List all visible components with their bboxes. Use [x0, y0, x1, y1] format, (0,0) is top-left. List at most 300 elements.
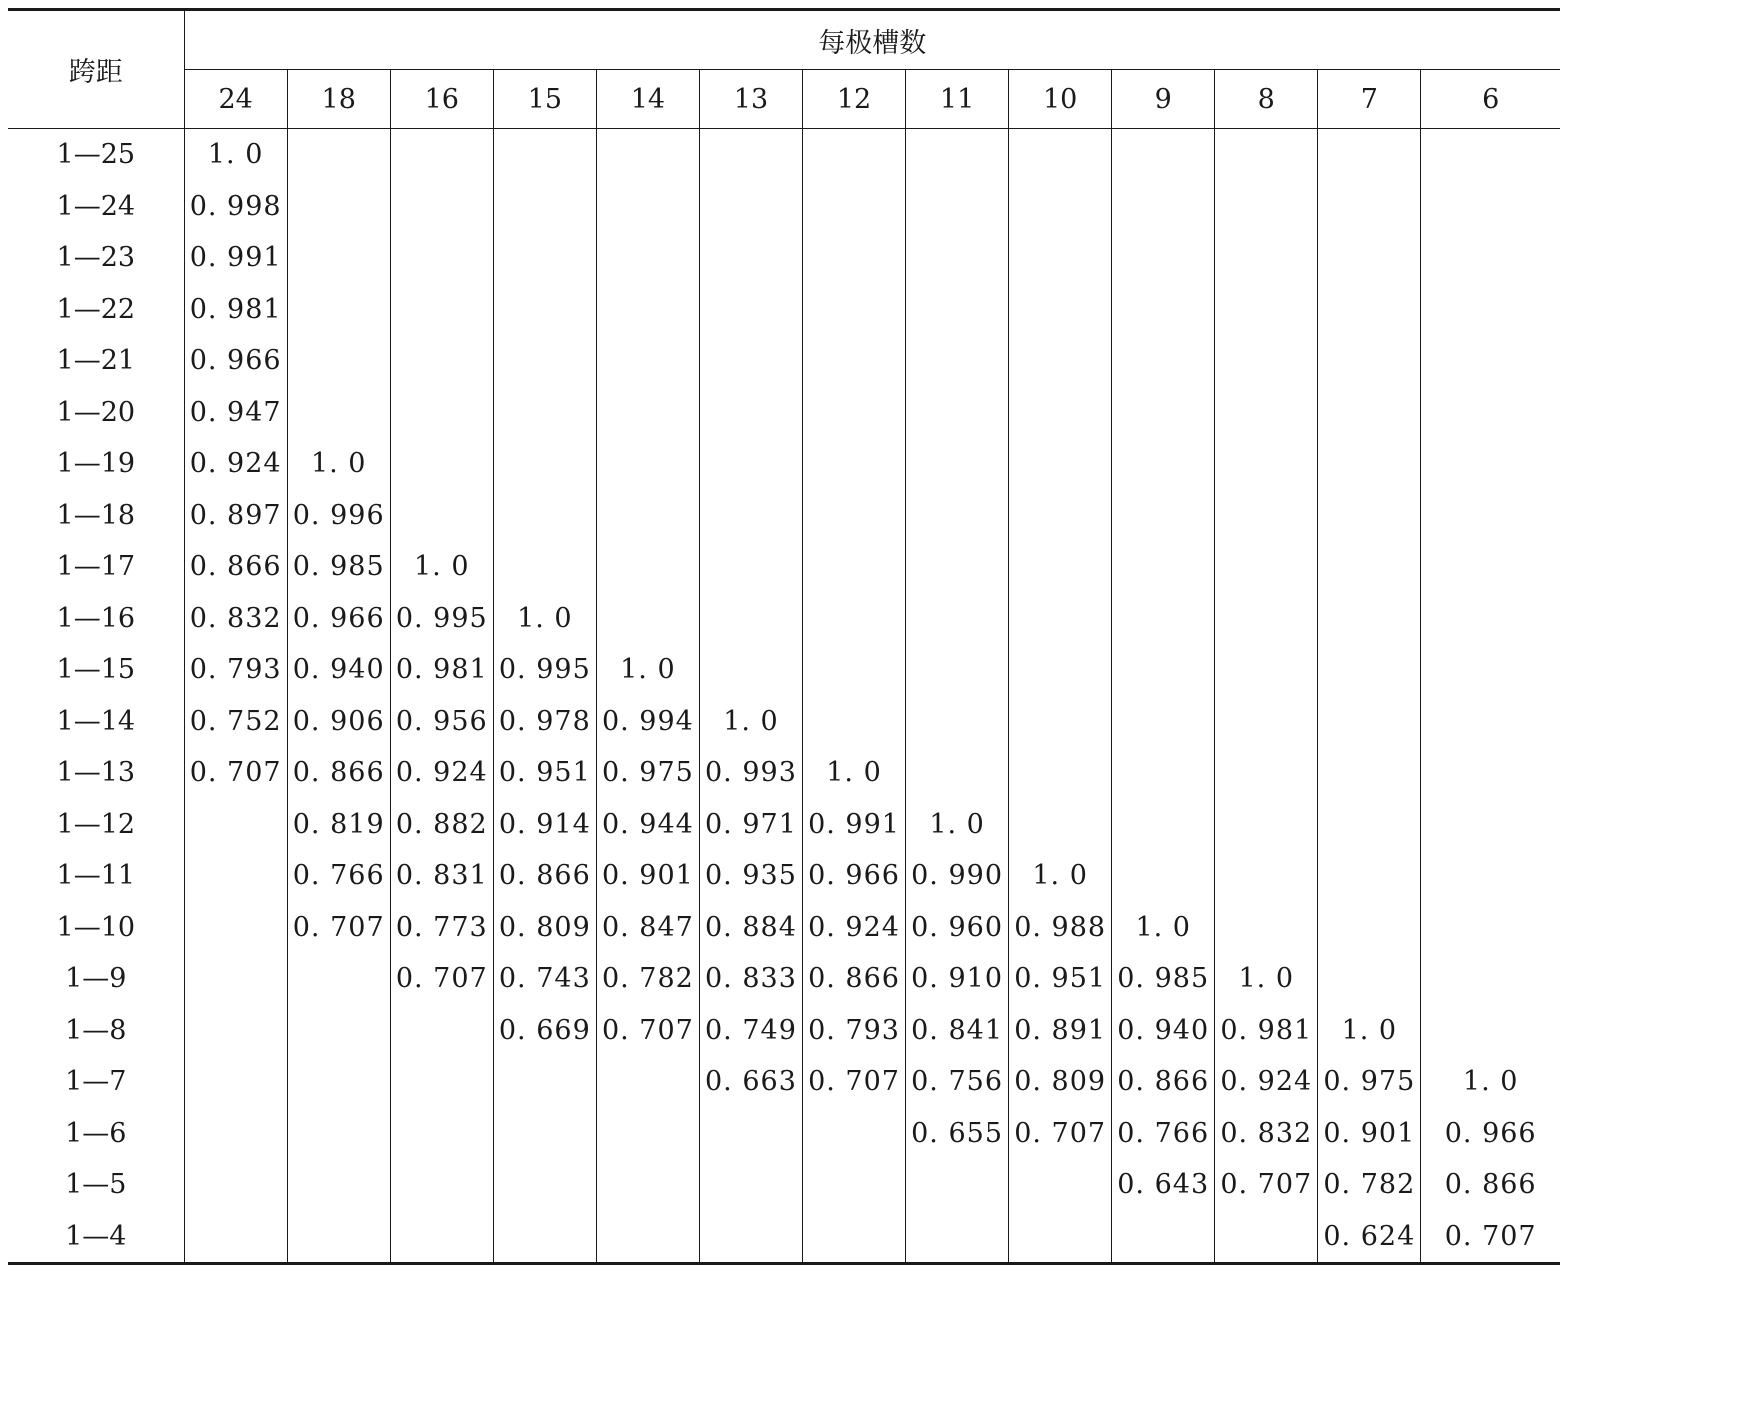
factor-cell: 0. 882 [390, 799, 493, 851]
factor-cell [802, 387, 905, 439]
factor-cell: 0. 995 [493, 644, 596, 696]
factor-cell [390, 181, 493, 233]
factor-cell: 0. 951 [493, 747, 596, 799]
factor-cell [1421, 593, 1560, 645]
factor-cell: 0. 707 [287, 902, 390, 954]
factor-cell: 0. 866 [493, 850, 596, 902]
factor-cell: 0. 773 [390, 902, 493, 954]
factor-cell [1009, 438, 1112, 490]
factor-cell [493, 541, 596, 593]
factor-cell [287, 1108, 390, 1160]
factor-cell [1318, 232, 1421, 284]
factor-cell [906, 1159, 1009, 1211]
factor-cell [906, 747, 1009, 799]
factor-cell: 0. 809 [493, 902, 596, 954]
factor-cell [1112, 387, 1215, 439]
factor-cell: 0. 998 [184, 181, 287, 233]
factor-cell [287, 284, 390, 336]
table-row [8, 1211, 1560, 1264]
factor-cell [1421, 284, 1560, 336]
factor-cell [493, 1108, 596, 1160]
factor-cell [1318, 953, 1421, 1005]
factor-cell [1318, 490, 1421, 542]
span-cell: 1—11 [56, 860, 136, 892]
factor-cell: 0. 951 [1009, 953, 1112, 1005]
factor-cell [802, 181, 905, 233]
factor-cell [390, 438, 493, 490]
table-row [8, 232, 1560, 284]
slot-count-header: 6 [1421, 70, 1560, 129]
factor-cell [287, 953, 390, 1005]
span-cell: 1—12 [56, 808, 136, 840]
factor-cell [1318, 438, 1421, 490]
factor-cell: 0. 910 [906, 953, 1009, 1005]
factor-cell [1215, 799, 1318, 851]
factor-cell [596, 438, 699, 490]
factor-cell [906, 232, 1009, 284]
factor-cell [1112, 181, 1215, 233]
span-cell: 1—6 [65, 1117, 127, 1149]
factor-cell [802, 335, 905, 387]
factor-cell [1009, 387, 1112, 439]
factor-cell [390, 232, 493, 284]
factor-cell: 0. 978 [493, 696, 596, 748]
factor-cell: 0. 832 [1215, 1108, 1318, 1160]
factor-cell: 0. 782 [596, 953, 699, 1005]
factor-cell [287, 1211, 390, 1264]
span-cell: 1—24 [56, 190, 136, 222]
slots-per-pole-group-header: 每极槽数 [184, 10, 1560, 70]
factor-cell [596, 541, 699, 593]
factor-cell [390, 490, 493, 542]
factor-cell [493, 438, 596, 490]
factor-cell: 0. 906 [287, 696, 390, 748]
factor-cell: 0. 749 [699, 1005, 802, 1057]
factor-cell [1318, 747, 1421, 799]
factor-cell [596, 1159, 699, 1211]
factor-cell [802, 644, 905, 696]
factor-cell [1421, 953, 1560, 1005]
factor-cell [1009, 747, 1112, 799]
factor-cell [390, 387, 493, 439]
factor-cell [699, 490, 802, 542]
factor-cell [493, 181, 596, 233]
factor-cell [390, 335, 493, 387]
factor-cell: 0. 707 [802, 1056, 905, 1108]
factor-cell: 1. 0 [184, 129, 287, 181]
factor-cell: 0. 897 [184, 490, 287, 542]
factor-cell: 1. 0 [699, 696, 802, 748]
factor-cell [287, 335, 390, 387]
factor-cell: 1. 0 [596, 644, 699, 696]
factor-cell: 0. 985 [287, 541, 390, 593]
span-cell: 1—15 [56, 654, 136, 686]
factor-cell [802, 1108, 905, 1160]
factor-cell [1318, 387, 1421, 439]
factor-cell [1009, 129, 1112, 181]
factor-cell: 0. 624 [1318, 1211, 1421, 1264]
factor-cell [699, 335, 802, 387]
factor-cell: 0. 743 [493, 953, 596, 1005]
factor-cell: 0. 924 [184, 438, 287, 490]
factor-cell [802, 490, 905, 542]
factor-cell [1112, 541, 1215, 593]
factor-cell [1112, 850, 1215, 902]
factor-cell: 0. 944 [596, 799, 699, 851]
table-row [8, 644, 1560, 696]
factor-cell [287, 232, 390, 284]
factor-cell [184, 1108, 287, 1160]
factor-cell [1112, 696, 1215, 748]
span-cell: 1—16 [56, 602, 136, 634]
factor-cell [1421, 181, 1560, 233]
factor-cell [1009, 1159, 1112, 1211]
factor-cell: 0. 669 [493, 1005, 596, 1057]
factor-cell [184, 850, 287, 902]
factor-cell: 0. 914 [493, 799, 596, 851]
factor-cell [390, 1108, 493, 1160]
factor-cell [1215, 232, 1318, 284]
factor-cell [906, 593, 1009, 645]
factor-cell [1421, 387, 1560, 439]
factor-cell: 1. 0 [1215, 953, 1318, 1005]
factor-cell [184, 902, 287, 954]
factor-cell [596, 490, 699, 542]
factor-cell [184, 1159, 287, 1211]
factor-cell: 1. 0 [802, 747, 905, 799]
factor-cell [1215, 902, 1318, 954]
factor-cell [906, 335, 1009, 387]
factor-cell [906, 644, 1009, 696]
factor-cell [596, 181, 699, 233]
table-row [8, 541, 1560, 593]
factor-cell [1421, 644, 1560, 696]
factor-cell [184, 953, 287, 1005]
slot-count-header: 8 [1215, 70, 1318, 129]
factor-cell [906, 696, 1009, 748]
factor-cell: 1. 0 [390, 541, 493, 593]
factor-cell [390, 1159, 493, 1211]
factor-cell: 0. 756 [906, 1056, 1009, 1108]
factor-cell [1318, 129, 1421, 181]
span-cell: 1—7 [65, 1066, 127, 1098]
factor-cell [699, 1108, 802, 1160]
factor-cell [1112, 799, 1215, 851]
span-cell: 1—22 [56, 293, 136, 325]
factor-cell [1318, 850, 1421, 902]
factor-cell [1318, 799, 1421, 851]
factor-cell [1009, 799, 1112, 851]
factor-cell [699, 438, 802, 490]
factor-cell: 0. 841 [906, 1005, 1009, 1057]
factor-cell [596, 335, 699, 387]
span-cell: 1—9 [65, 963, 127, 995]
span-cell: 1—19 [56, 448, 136, 480]
factor-cell: 0. 996 [287, 490, 390, 542]
factor-cell [390, 129, 493, 181]
factor-cell: 0. 960 [906, 902, 1009, 954]
factor-cell [390, 1005, 493, 1057]
factor-cell [1215, 644, 1318, 696]
factor-cell [287, 387, 390, 439]
span-cell: 1—25 [56, 139, 136, 171]
factor-cell [596, 387, 699, 439]
factor-cell [596, 1108, 699, 1160]
slot-count-header: 14 [596, 70, 699, 129]
factor-cell: 0. 752 [184, 696, 287, 748]
factor-cell [802, 129, 905, 181]
span-cell: 1—20 [56, 396, 136, 428]
factor-cell [1215, 1211, 1318, 1264]
factor-cell: 0. 981 [1215, 1005, 1318, 1057]
factor-cell [1318, 696, 1421, 748]
factor-cell [1421, 232, 1560, 284]
factor-cell: 0. 990 [906, 850, 1009, 902]
factor-cell [184, 1005, 287, 1057]
factor-cell [802, 232, 905, 284]
table-row [8, 1159, 1560, 1211]
span-column-header: 跨距 [8, 10, 184, 129]
factor-cell: 0. 819 [287, 799, 390, 851]
factor-cell [1215, 129, 1318, 181]
factor-cell [699, 1211, 802, 1264]
factor-cell [699, 593, 802, 645]
factor-cell [1421, 747, 1560, 799]
factor-cell: 1. 0 [1112, 902, 1215, 954]
factor-cell: 0. 707 [390, 953, 493, 1005]
factor-cell [1112, 438, 1215, 490]
span-cell: 1—17 [56, 551, 136, 583]
factor-cell: 0. 924 [1215, 1056, 1318, 1108]
factor-cell: 0. 940 [1112, 1005, 1215, 1057]
factor-cell [802, 696, 905, 748]
slot-count-header: 10 [1009, 70, 1112, 129]
factor-cell: 1. 0 [1318, 1005, 1421, 1057]
factor-cell [699, 181, 802, 233]
factor-cell: 0. 707 [1215, 1159, 1318, 1211]
factor-cell [1215, 747, 1318, 799]
factor-cell: 0. 971 [699, 799, 802, 851]
factor-cell: 0. 956 [390, 696, 493, 748]
table-row [8, 696, 1560, 748]
factor-cell [1421, 902, 1560, 954]
table-row [8, 387, 1560, 439]
factor-cell [390, 1056, 493, 1108]
factor-cell [699, 232, 802, 284]
winding-factor-table [8, 8, 1560, 1265]
factor-cell [493, 335, 596, 387]
table-header [8, 10, 1560, 129]
factor-cell [1112, 335, 1215, 387]
span-cell: 1—21 [56, 345, 136, 377]
factor-cell: 0. 901 [1318, 1108, 1421, 1160]
factor-cell [1112, 129, 1215, 181]
span-cell: 1—8 [65, 1014, 127, 1046]
factor-cell: 0. 809 [1009, 1056, 1112, 1108]
factor-cell [1009, 284, 1112, 336]
factor-cell [1318, 335, 1421, 387]
factor-cell [1421, 438, 1560, 490]
factor-cell [1215, 181, 1318, 233]
factor-cell [1112, 593, 1215, 645]
factor-cell [1112, 284, 1215, 336]
factor-cell [287, 1056, 390, 1108]
factor-cell [906, 284, 1009, 336]
factor-cell: 0. 991 [802, 799, 905, 851]
factor-cell [699, 541, 802, 593]
factor-cell: 0. 793 [802, 1005, 905, 1057]
factor-cell [1421, 696, 1560, 748]
span-cell: 1—13 [56, 757, 136, 789]
factor-cell [1318, 644, 1421, 696]
factor-cell [493, 232, 596, 284]
factor-cell [906, 181, 1009, 233]
factor-cell: 0. 981 [184, 284, 287, 336]
factor-cell [906, 1211, 1009, 1264]
table-row [8, 953, 1560, 1005]
factor-cell: 0. 847 [596, 902, 699, 954]
factor-cell: 0. 991 [184, 232, 287, 284]
factor-cell: 0. 833 [699, 953, 802, 1005]
factor-cell [1421, 1005, 1560, 1057]
factor-cell: 0. 966 [1421, 1108, 1560, 1160]
table-row [8, 593, 1560, 645]
factor-cell [287, 1159, 390, 1211]
factor-cell [493, 1159, 596, 1211]
span-cell: 1—5 [65, 1169, 127, 1201]
winding-factor-table-container [8, 8, 1560, 1265]
factor-cell [1112, 747, 1215, 799]
factor-cell: 0. 782 [1318, 1159, 1421, 1211]
table-row [8, 747, 1560, 799]
factor-cell [390, 284, 493, 336]
table-body [8, 129, 1560, 1264]
factor-cell [287, 129, 390, 181]
factor-cell [1009, 490, 1112, 542]
factor-cell: 0. 663 [699, 1056, 802, 1108]
factor-cell [287, 181, 390, 233]
factor-cell [184, 1056, 287, 1108]
factor-cell: 0. 891 [1009, 1005, 1112, 1057]
factor-cell [1421, 129, 1560, 181]
factor-cell [596, 1056, 699, 1108]
factor-cell: 1. 0 [906, 799, 1009, 851]
table-row [8, 490, 1560, 542]
factor-cell: 0. 707 [1421, 1211, 1560, 1264]
header-row-group [8, 10, 1560, 70]
factor-cell: 0. 866 [802, 953, 905, 1005]
factor-cell: 0. 866 [184, 541, 287, 593]
factor-cell [1318, 181, 1421, 233]
factor-cell: 1. 0 [493, 593, 596, 645]
factor-cell: 0. 766 [287, 850, 390, 902]
table-row [8, 850, 1560, 902]
table-row [8, 335, 1560, 387]
factor-cell [1215, 593, 1318, 645]
table-row [8, 1108, 1560, 1160]
factor-cell: 0. 766 [1112, 1108, 1215, 1160]
factor-cell [1215, 850, 1318, 902]
factor-cell: 0. 655 [906, 1108, 1009, 1160]
factor-cell [699, 284, 802, 336]
factor-cell [906, 438, 1009, 490]
factor-cell [1215, 387, 1318, 439]
table-row [8, 799, 1560, 851]
factor-cell: 0. 866 [1112, 1056, 1215, 1108]
table-row [8, 1056, 1560, 1108]
factor-cell [1112, 1211, 1215, 1264]
factor-cell [596, 593, 699, 645]
factor-cell [1215, 438, 1318, 490]
factor-cell: 1. 0 [1421, 1056, 1560, 1108]
table-row [8, 438, 1560, 490]
factor-cell [1215, 541, 1318, 593]
factor-cell [1215, 284, 1318, 336]
span-cell: 1—4 [8, 1211, 184, 1264]
factor-cell: 0. 966 [802, 850, 905, 902]
slot-count-header: 11 [906, 70, 1009, 129]
span-cell: 1—18 [56, 499, 136, 531]
slot-count-header: 18 [287, 70, 390, 129]
factor-cell [1009, 335, 1112, 387]
factor-cell: 0. 993 [699, 747, 802, 799]
slot-count-header: 16 [390, 70, 493, 129]
factor-cell: 0. 994 [596, 696, 699, 748]
factor-cell [1009, 696, 1112, 748]
factor-cell [906, 541, 1009, 593]
factor-cell: 1. 0 [287, 438, 390, 490]
factor-cell [1009, 232, 1112, 284]
factor-cell [802, 1211, 905, 1264]
factor-cell: 0. 981 [390, 644, 493, 696]
factor-cell [184, 799, 287, 851]
factor-cell [1215, 490, 1318, 542]
factor-cell [1421, 799, 1560, 851]
table-row [8, 1005, 1560, 1057]
factor-cell [1112, 490, 1215, 542]
factor-cell [1112, 644, 1215, 696]
factor-cell [1009, 593, 1112, 645]
factor-cell [493, 284, 596, 336]
factor-cell: 0. 866 [287, 747, 390, 799]
factor-cell [493, 129, 596, 181]
factor-cell [1318, 902, 1421, 954]
factor-cell [493, 490, 596, 542]
slot-count-header: 24 [184, 70, 287, 129]
factor-cell [493, 387, 596, 439]
factor-cell [1318, 593, 1421, 645]
factor-cell [1009, 644, 1112, 696]
slot-count-header: 12 [802, 70, 905, 129]
factor-cell [390, 1211, 493, 1264]
factor-cell [906, 129, 1009, 181]
table-row [8, 902, 1560, 954]
factor-cell: 0. 935 [699, 850, 802, 902]
factor-cell [596, 1211, 699, 1264]
table-row [8, 284, 1560, 336]
factor-cell [802, 438, 905, 490]
factor-cell [1009, 541, 1112, 593]
factor-cell [596, 129, 699, 181]
factor-cell: 0. 832 [184, 593, 287, 645]
factor-cell [699, 1159, 802, 1211]
factor-cell [596, 284, 699, 336]
factor-cell: 0. 975 [596, 747, 699, 799]
factor-cell: 0. 707 [184, 747, 287, 799]
slot-count-header: 13 [699, 70, 802, 129]
factor-cell [1421, 490, 1560, 542]
factor-cell [1421, 850, 1560, 902]
